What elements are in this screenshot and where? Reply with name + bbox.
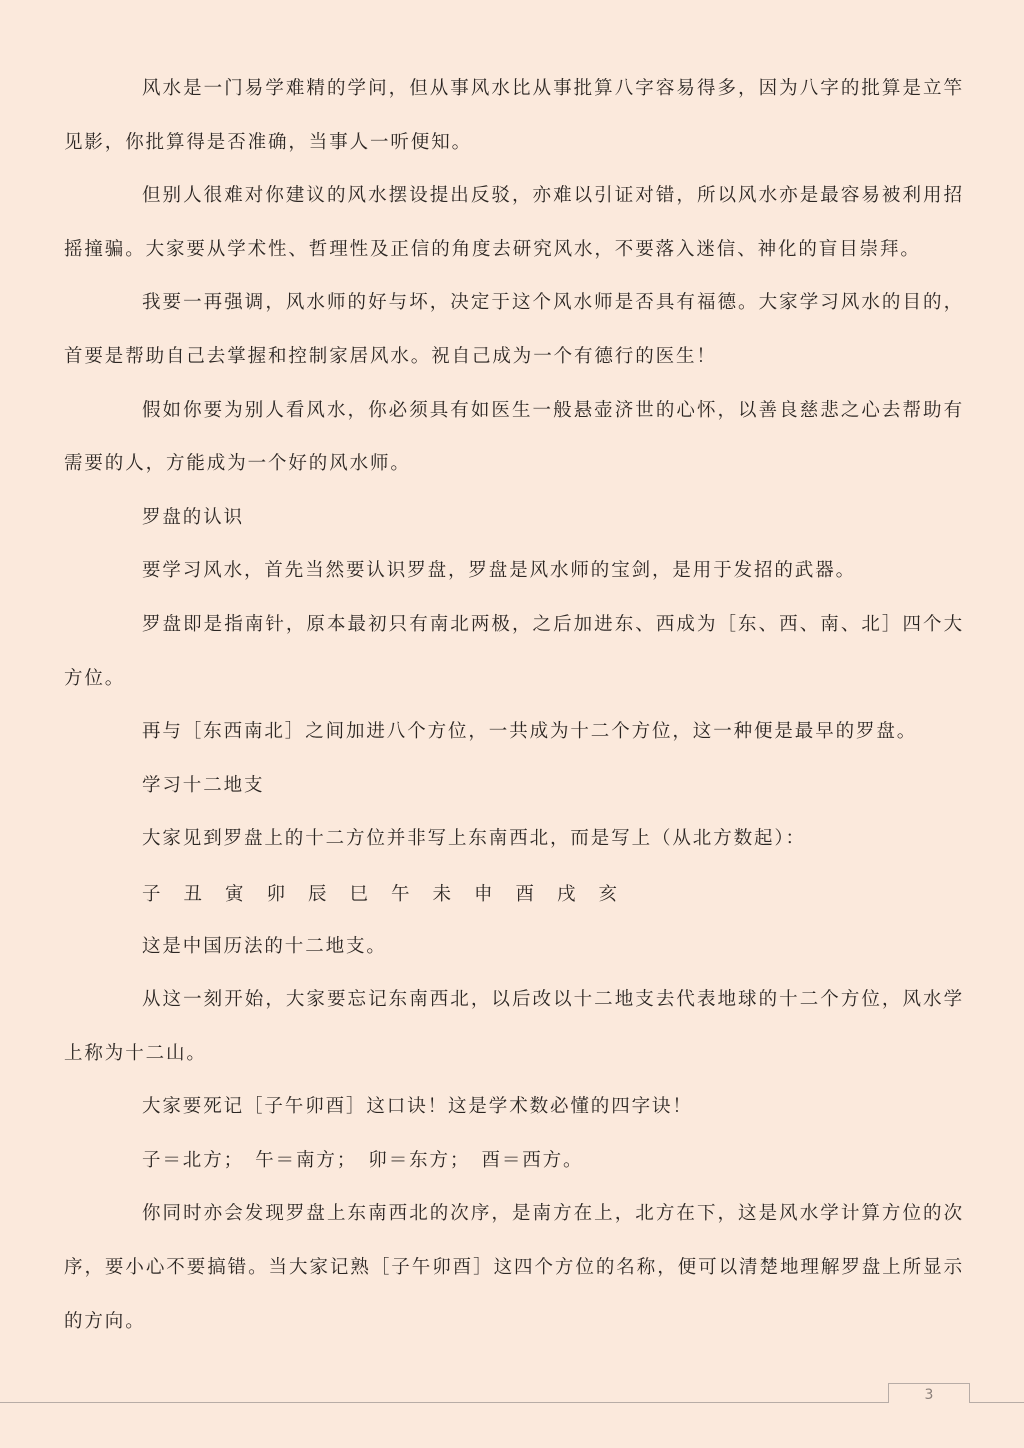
earthly-branch: 卯 [266,883,286,905]
footer-divider [0,1402,1024,1403]
earthly-branches-row [64,866,964,920]
paragraph: 要学习风水，首先当然要认识罗盘，罗盘是风水师的宝剑，是用于发招的武器。 [142,560,857,582]
earthly-branch: 酉 [515,883,535,905]
page-number: 3 [888,1383,970,1403]
earthly-branch: 未 [432,883,452,905]
section-heading: 学习十二地支 [142,774,265,796]
paragraph: 罗盘即是指南针，原本最初只有南北两极，之后加进东、西成为［东、西、南、北］四个大方位。 [64,613,964,689]
paragraph: 大家见到罗盘上的十二方位并非写上东南西北，而是写上（从北方数起）： [142,828,806,850]
paragraph: 大家要死记［子午卯酉］这口诀！这是学术数必懂的四字诀！ [142,1096,693,1118]
paragraph: 但别人很难对你建议的风水摆设提出反驳，亦难以引证对错，所以风水亦是最容易被利用招摇撞骗。大家要从学术性、哲理性及正信的角度去研究风水，不要落入迷信、神化的盲目崇拜。 [64,185,964,260]
section-heading: 罗盘的认识 [142,506,245,528]
paragraph: 从这一刻开始，大家要忘记东南西北，以后改以十二地支去代表地球的十二个方位，风水学上称为十二山。 [64,989,964,1064]
earthly-branch: 巳 [349,883,369,905]
earthly-branch: 申 [474,883,493,905]
earthly-branch: 戌 [557,883,576,905]
earthly-branch: 丑 [183,883,203,905]
earthly-branch: 寅 [225,883,244,905]
paragraph: 这是中国历法的十二地支。 [142,935,387,957]
paragraph: 风水是一门易学难精的学问，但从事风水比从事批算八字容易得多，因为八字的批算是立竿见影，你批算得是否准确，当事人一听便知。 [64,78,964,153]
paragraph: 你同时亦会发现罗盘上东南西北的次序，是南方在上，北方在下，这是风水学计算方位的次序，要小心不要搞错。当大家记熟［子午卯酉］这四个方位的名称，便可以清楚地理解罗盘上所显示的方向。 [64,1203,964,1332]
paragraph: 我要一再强调，风水师的好与坏，决定于这个风水师是否具有福德。大家学习风水的目的，首要是帮助自己去掌握和控制家居风水。祝自己成为一个有德行的医生！ [64,292,964,367]
earthly-branch: 午 [391,883,410,905]
earthly-branch: 子 [142,883,161,905]
earthly-branch: 辰 [308,883,327,905]
paragraph: 再与［东西南北］之间加进八个方位，一共成为十二个方位，这一种便是最早的罗盘。 [142,721,918,743]
paragraph: 假如你要为别人看风水，你必须具有如医生一般悬壶济世的心怀，以善良慈悲之心去帮助有需要的人，方能成为一个好的风水师。 [64,399,964,475]
page-body [64,62,964,1348]
earthly-branch: 亥 [598,883,618,905]
direction-mapping: 子＝北方； 午＝南方； 卯＝东方； 酉＝西方。 [142,1149,584,1171]
